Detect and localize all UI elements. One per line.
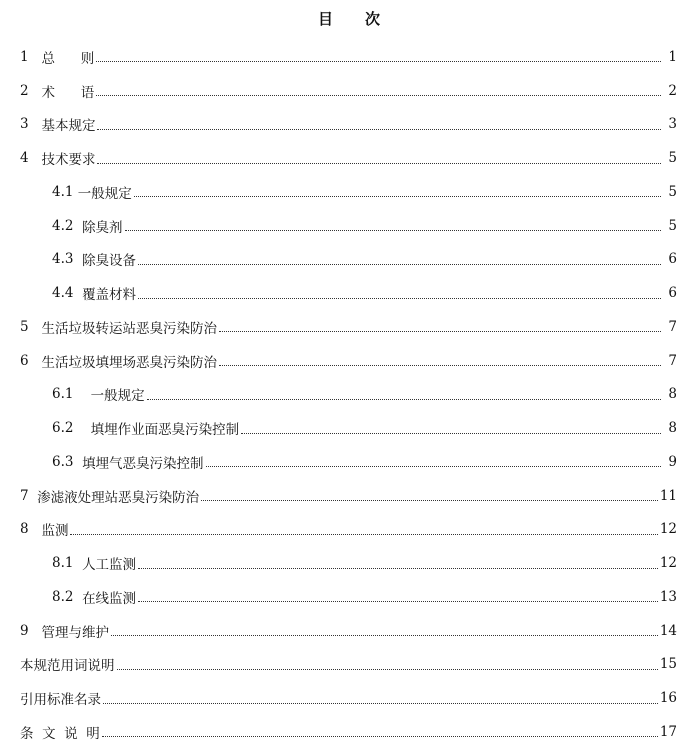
toc-entry-label: 生活垃圾填埋场恶臭污染防治 (41, 354, 217, 371)
toc-entry-page-number: 17 (659, 723, 677, 740)
toc-entry[interactable] (20, 715, 677, 749)
toc-entry-page-number: 5 (668, 217, 677, 234)
toc-entry-number: 3 (20, 116, 42, 133)
toc-entry[interactable] (20, 580, 677, 614)
toc-entry[interactable] (20, 175, 677, 209)
toc-entry-label: 除臭剂 (82, 219, 123, 236)
toc-entry[interactable] (20, 479, 677, 513)
dot-leader (201, 500, 658, 501)
toc-entry-label: 总 则 (41, 50, 95, 67)
toc-entry-label: 人工监测 (82, 557, 137, 574)
toc-entry-page-number: 5 (668, 183, 677, 200)
toc-entry-page-number: 6 (668, 285, 677, 302)
toc-entry-label: 术 语 (41, 84, 95, 101)
toc-entry-label: 在线监测 (82, 590, 137, 607)
dot-leader (70, 534, 657, 535)
dot-leader (206, 466, 661, 467)
toc-entry-page-number: 3 (668, 116, 677, 133)
toc-entry-number: 8.1 (52, 555, 83, 572)
toc-entry-label: 基本规定 (41, 118, 96, 135)
dot-leader (138, 298, 661, 299)
toc-entry[interactable] (20, 546, 677, 580)
table-of-contents (20, 40, 677, 749)
dot-leader (241, 433, 661, 434)
toc-entry-page-number: 8 (668, 420, 677, 437)
toc-entry[interactable] (20, 310, 677, 344)
page-title (0, 8, 700, 29)
toc-entry-page-number: 12 (659, 555, 677, 572)
toc-entry-number: 7 (20, 487, 38, 504)
toc-entry-number: 4.1 (52, 183, 78, 200)
toc-entry-page-number: 15 (659, 656, 677, 673)
toc-entry-label: 填埋作业面恶臭污染控制 (90, 422, 240, 439)
toc-entry-number: 9 (20, 622, 42, 639)
toc-entry-page-number: 7 (668, 318, 677, 335)
toc-entry[interactable] (20, 40, 677, 74)
toc-entry[interactable] (20, 378, 677, 412)
dot-leader (219, 331, 661, 332)
toc-entry[interactable] (20, 513, 677, 547)
toc-entry[interactable] (20, 243, 677, 277)
toc-entry-page-number: 7 (668, 352, 677, 369)
dot-leader (147, 399, 661, 400)
toc-entry-number: 6 (20, 352, 42, 369)
dot-leader (97, 129, 661, 130)
toc-entry-page-number: 1 (668, 48, 677, 65)
dot-leader (117, 669, 658, 670)
toc-entry-label: 除臭设备 (82, 253, 137, 270)
dot-leader (96, 95, 661, 96)
dot-leader (138, 264, 661, 265)
dot-leader (102, 736, 658, 737)
toc-entry-label: 填埋气恶臭污染控制 (82, 455, 204, 472)
dot-leader (134, 196, 661, 197)
toc-entry[interactable] (20, 648, 677, 682)
toc-entry-number: 1 (20, 48, 42, 65)
dot-leader (97, 163, 661, 164)
toc-entry-number: 8.2 (52, 588, 83, 605)
toc-entry-number: 4 (20, 150, 42, 167)
toc-entry-label: 一般规定 (77, 185, 132, 202)
toc-entry-page-number: 8 (668, 386, 677, 403)
toc-entry[interactable] (20, 614, 677, 648)
dot-leader (96, 61, 661, 62)
dot-leader (125, 230, 661, 231)
toc-entry-number: 6.3 (52, 453, 83, 470)
toc-entry-page-number: 5 (668, 150, 677, 167)
toc-entry-label: 生活垃圾转运站恶臭污染防治 (41, 320, 217, 337)
toc-entry-page-number: 6 (668, 251, 677, 268)
toc-entry-number: 4.3 (52, 251, 83, 268)
toc-entry[interactable] (20, 681, 677, 715)
toc-entry-number: 6.1 (52, 386, 91, 403)
toc-entry[interactable] (20, 108, 677, 142)
dot-leader (111, 635, 658, 636)
toc-entry-number: 4.4 (52, 285, 83, 302)
dot-leader (138, 568, 658, 569)
toc-entry[interactable] (20, 276, 677, 310)
toc-entry-page-number: 2 (668, 82, 677, 99)
toc-entry-page-number: 9 (668, 453, 677, 470)
toc-entry-page-number: 14 (659, 622, 677, 639)
toc-entry[interactable] (20, 411, 677, 445)
toc-entry-page-number: 13 (659, 588, 677, 605)
title-left-char: 目 (317, 10, 335, 28)
toc-entry-label: 技术要求 (41, 152, 96, 169)
toc-entry-label: 本规范用词说明 (20, 658, 115, 675)
toc-entry[interactable] (20, 344, 677, 378)
toc-entry-label: 一般规定 (90, 388, 145, 405)
toc-entry[interactable] (20, 445, 677, 479)
toc-entry-page-number: 12 (659, 521, 677, 538)
toc-entry[interactable] (20, 209, 677, 243)
toc-entry-label: 引用标准名录 (20, 692, 101, 709)
toc-entry-number: 8 (20, 521, 42, 538)
toc-entry-number: 6.2 (52, 420, 91, 437)
toc-entry-label: 渗滤液处理站恶臭污染防治 (37, 489, 200, 506)
toc-entry-label: 条 文 说 明 (20, 725, 100, 742)
toc-entry[interactable] (20, 141, 677, 175)
dot-leader (219, 365, 661, 366)
dot-leader (103, 703, 658, 704)
title-right-char: 次 (365, 10, 383, 28)
toc-entry-number: 5 (20, 318, 42, 335)
toc-entry[interactable] (20, 74, 677, 108)
toc-entry-number: 2 (20, 82, 42, 99)
toc-entry-label: 管理与维护 (41, 624, 109, 641)
toc-entry-page-number: 16 (659, 690, 677, 707)
toc-entry-number: 4.2 (52, 217, 83, 234)
toc-entry-label: 覆盖材料 (82, 287, 137, 304)
dot-leader (138, 601, 658, 602)
toc-entry-page-number: 11 (659, 487, 677, 504)
toc-entry-label: 监测 (41, 523, 69, 540)
